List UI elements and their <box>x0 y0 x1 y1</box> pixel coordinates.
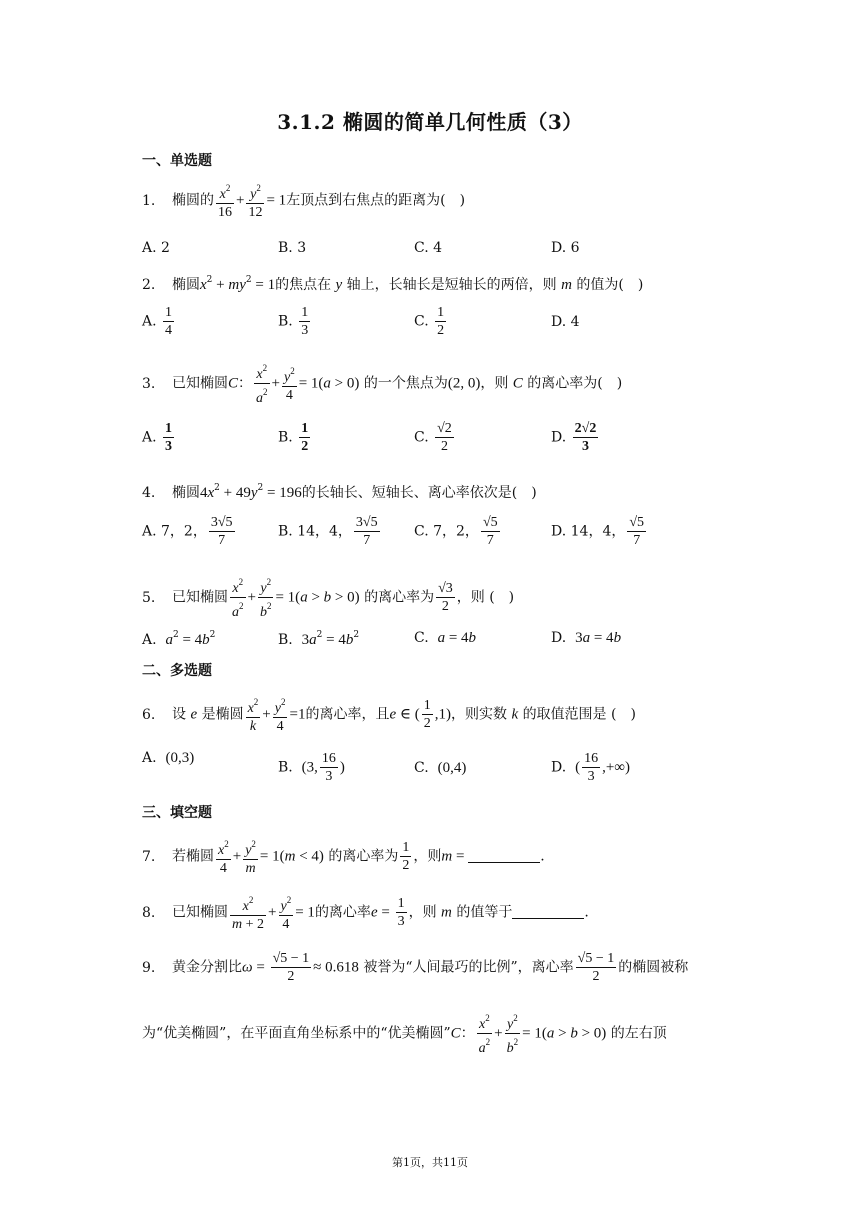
q6-option-a: A. (0,3) <box>142 750 195 766</box>
q1-option-d: D. 6 <box>551 240 580 256</box>
q2-option-c: C. $\frac{1}{2}$ <box>414 305 445 338</box>
question-4: 4. 椭圆$4x^2 + 49y^2 = 196$的长轴长、短轴长、离心率依次是( ) <box>142 483 537 501</box>
q3-option-d: D. $\frac{2√2}{3}$ <box>551 421 597 454</box>
page-title: 3.1.2 椭圆的简单几何性质（3） <box>277 110 583 134</box>
answer-blank <box>468 848 540 863</box>
question-5: 5. 已知椭圆 $\frac{x^2}{a^2}$ + $\frac{y^2}{b^2}$ = 1(a > b > 0) 的离心率为 $\frac{√3}{2}$ ，则 ( ) <box>142 577 515 620</box>
page-footer: 第1页，共11页 <box>392 1156 468 1169</box>
q5-option-a: A. $a^2 = 4b^2$ <box>142 630 216 648</box>
question-9-line-2: 为“优美椭圆”，在平面直角坐标系中的“优美椭圆”C： $\frac{x^2}{a^2}$ + $\frac{y^2}{b^2}$ = 1(a > b > 0) 的左右顶 <box>142 1013 667 1056</box>
q4-option-b: B. 14，4， $\frac{3√5}{7}$ <box>278 515 378 548</box>
q1-option-c: C. 4 <box>414 240 443 256</box>
answer-blank <box>512 904 584 919</box>
q4-option-a: A. 7，2， $\frac{3√5}{7}$ <box>142 515 233 548</box>
q3-option-c: C. $\frac{√2}{2}$ <box>414 421 452 454</box>
q2-option-b: B. $\frac{1}{3}$ <box>278 305 309 338</box>
question-6: 6. 设 e 是椭圆 $\frac{x^2}{k}$ + $\frac{y^2}{4}$ =1的离心率，且e ∈ ( $\frac{1}{2}$ ,1)，则实数 k 的取值范围是 ( ) <box>142 697 636 734</box>
q6-option-d: D. ( $\frac{16}{3}$ ,+∞) <box>551 751 630 784</box>
question-9: 9. 黄金分割比ω = $\frac{√5 - 1}{2}$ ≈ 0.618 被誉为“人间最巧的比例”，离心率 $\frac{√5 - 1}{2}$ 的椭圆被称 <box>142 951 689 984</box>
section-heading-fill: 三、填空题 <box>142 805 212 821</box>
section-heading-multi: 二、多选题 <box>142 663 212 679</box>
q5-option-c: C. a = 4b <box>414 630 477 646</box>
question-1: 1. 椭圆的 $\frac{x^2}{16}$ + $\frac{y^2}{12}$ = 1左顶点到右焦点的距离为( ) <box>142 180 465 221</box>
q2-option-a: A. $\frac{1}{4}$ <box>142 305 173 338</box>
q4-option-c: C. 7，2， $\frac{√5}{7}$ <box>414 515 498 548</box>
question-3: 3. 已知椭圆C： $\frac{x^2}{a^2}$ + $\frac{y^2}{4}$ = 1(a > 0) 的一个焦点为(2, 0)，则 C 的离心率为( ) <box>142 363 623 406</box>
section-heading-single: 一、单选题 <box>142 153 212 169</box>
question-8: 8. 已知椭圆 $\frac{x^2}{m + 2}$ + $\frac{y^2}{4}$ = 1的离心率e = $\frac{1}{3}$ ，则 m 的值等于 . <box>142 895 589 932</box>
q2-option-d: D. 4 <box>551 314 580 330</box>
q1-option-b: B. 3 <box>278 240 307 256</box>
q1-option-a: A. 2 <box>142 240 170 256</box>
q5-option-b: B. $3a^2 = 4b^2$ <box>278 630 360 648</box>
q3-option-a: A. $\frac{1}{3}$ <box>142 421 173 454</box>
q6-option-b: B. (3, $\frac{16}{3}$ ) <box>278 751 345 784</box>
formula: $\frac{x^2}{16}$ <box>218 183 232 220</box>
q4-option-d: D. 14，4， $\frac{√5}{7}$ <box>551 515 645 548</box>
q5-option-d: D. 3a = 4b <box>551 630 622 646</box>
question-7: 7. 若椭圆 $\frac{x^2}{4}$ + $\frac{y^2}{m}$ = 1(m < 4) 的离心率为 $\frac{1}{2}$ ，则m = . <box>142 839 545 876</box>
q6-option-c: C. (0,4) <box>414 760 467 776</box>
question-2: 2. 椭圆$x^2 + my^2 = 1$的焦点在 y 轴上，长轴长是短轴长的两倍，则 m 的值为( ) <box>142 275 644 293</box>
q3-option-b: B. $\frac{1}{2}$ <box>278 421 309 454</box>
